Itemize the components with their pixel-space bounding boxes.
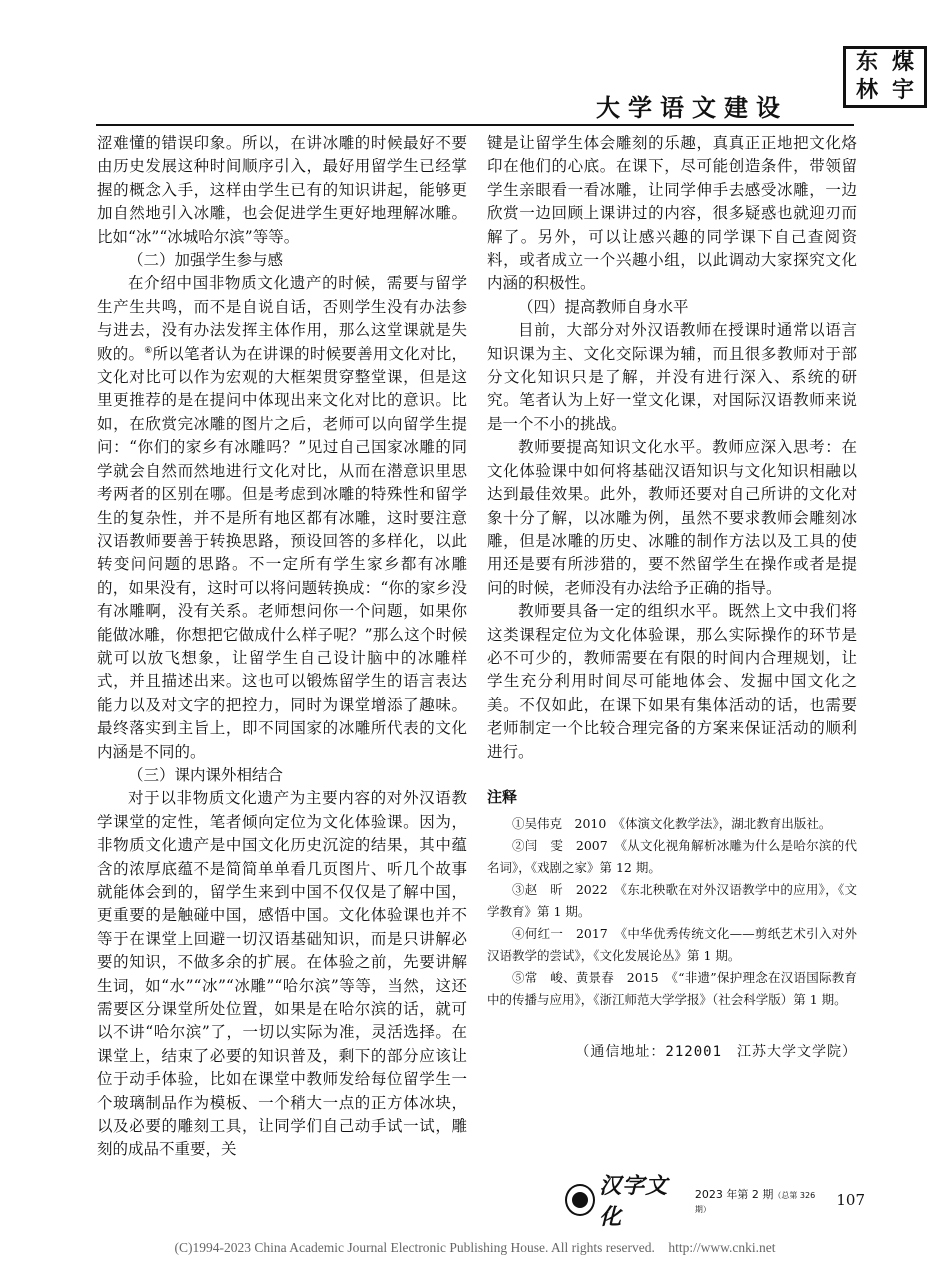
section-heading: （三）课内课外相结合: [128, 765, 284, 784]
note-item: ①吴伟克 2010 《体演文化教学法》，湖北教育出版社。: [512, 816, 832, 832]
right-column: [487, 132, 857, 1065]
column-title: 大学语文建设: [596, 94, 788, 122]
journal-brand: 汉字文化: [599, 1174, 669, 1230]
page-number: 107: [836, 1191, 865, 1209]
issue-number: 2023 年第 2 期: [694, 1187, 774, 1201]
section-heading: （二）加强学生参与感: [128, 251, 284, 270]
paragraph: 教师要提高知识文化水平。教师应深入思考：在文化体验课中如何将基础汉语知识与文化知识相融以达到最佳效果。此外，教师还要对自己所讲的文化对象十分了解，以冰雕为例，虽然不要求教师会雕刻冰雕，但是冰雕的历史、冰雕的制作方法以及工具的使用还是要有所涉猎的，要不然留学生在操作或者是提问的时候，老师没有办法给予正确的指导。: [487, 438, 857, 597]
logo-char: 宇: [891, 78, 914, 103]
paragraph-text: 所以笔者认为在讲课的时候要善用文化对比，文化对比可以作为宏观的大框架贯穿整堂课，但是这里更推荐的是在提问中体现出来文化对比的意识。比如，在欣赏完冰雕的图片之后，老师可以向留学生提问：“你们的家乡有冰雕吗？”见过自己国家冰雕的同学就会自然而然地进行文化对比，从而在潜意识里思考两者的区别在哪。但是考虑到冰雕的特殊性和留学生的复杂性，并不是所有地区都有冰雕，这时要注意汉语教师要善于转换思路，预设回答的多样化，以此转变问问题的思路。不一定所有学生家乡都有冰雕的，如果没有，这时可以将问题转换成：“你的家乡没有冰雕啊，没有关系。老师想问你一个问题，如果你能做冰雕，你想把它做成什么样子呢？”那么这个时候就可以放飞想象，让留学生自己设计脑中的冰雕样式，并且描述出来。这也可以锻炼留学生的语言表达能力以及对文字的把控力，同时为课堂增添了趣味。最终落实到主旨上，即不同国家的冰雕所代表的文化内涵是不同的。: [97, 344, 467, 761]
page-footer: [565, 1174, 865, 1230]
logo-char: 煤: [891, 50, 914, 75]
author-address: （通信地址：212001 江苏大学文学院）: [575, 1044, 857, 1061]
notes-heading: 注释: [487, 787, 518, 806]
logo-char: 林: [855, 78, 878, 103]
left-column: [97, 132, 467, 1162]
copyright-notice: (C)1994-2023 China Academic Journal Electronic Publishing House. All rights reserved. http://www.cnki.net: [174, 1240, 776, 1255]
paragraph: 涩难懂的错误印象。所以，在讲冰雕的时候最好不要由历史发展这种时间顺序引入，最好用留学生已经掌握的概念入手，这样由学生已有的知识讲起，能够更加自然地引入冰雕，也会促进学生更好地理解冰雕。比如“冰”“冰城哈尔滨”等等。: [97, 134, 467, 246]
note-item: ③赵 昕 2022 《东北秧歌在对外汉语教学中的应用》，《文学教育》第 1 期。: [487, 882, 857, 920]
note-item: ⑤常 峻、黄景春 2015 《“非遗”保护理念在汉语国际教育中的传播与应用》，《浙江师范大学学报》（社会科学版）第 1 期。: [487, 970, 857, 1008]
paragraph: [97, 272, 467, 764]
paragraph: 键是让留学生体会雕刻的乐趣，真真正正地把文化烙印在他们的心底。在课下，尽可能创造条件，带领留学生亲眼看一看冰雕，让同学伸手去感受冰雕，一边欣赏一边回顾上课讲过的内容，很多疑惑也就迎刃而解了。另外，可以让感兴趣的同学课下自己查阅资料，或者成立一个兴趣小组，以此调动大家探究文化内涵的积极性。: [487, 134, 857, 293]
header-divider: [96, 124, 854, 126]
note-item: ④何红一 2017 《中华优秀传统文化——剪纸艺术引入对外汉语教学的尝试》，《文化发展论丛》第 1 期。: [487, 926, 857, 964]
paragraph: 对于以非物质文化遗产为主要内容的对外汉语教学课堂的定性，笔者倾向定位为文化体验课。因为，非物质文化遗产是中国文化历史沉淀的结果，其中蕴含的浓厚底蕴不是简简单单看几页图片、听几个故事就能体会到的，留学生来到中国不仅仅是了解中国，更重要的是触碰中国，感悟中国。文化体验课也并不等于在课堂上回避一切汉语基础知识，而是只讲解必要的知识，不做多余的扩展。在体验之前，先要讲解生词，如“水”“冰”“冰雕”“哈尔滨”等等，当然，这还需要区分课堂所处位置，如果是在哈尔滨的话，就可以不讲“哈尔滨”了，一切以实际为准，灵活选择。在课堂上，结束了必要的知识普及，剩下的部分应该让位于动手体验，比如在课堂中教师发给每位留学生一个玻璃制品作为模板、一个稍大一点的正方体冰块，以及必要的雕刻工具，让同学们自己动手试一试，雕刻的成品不重要，关: [97, 789, 467, 1159]
total-issue: （总第 326 期）: [694, 1190, 816, 1214]
paragraph: 目前，大部分对外汉语教师在授课时通常以语言知识课为主、文化交际课为辅，而且很多教师对于部分文化知识只是了解，并没有进行深入、系统的研究。笔者认为上好一堂文化课，对国际汉语教师来说是一个不小的挑战。: [487, 321, 857, 433]
journal-logo: [843, 46, 927, 108]
footnote-ref[interactable]: ⑥: [144, 345, 153, 356]
logo-char: 东: [855, 50, 878, 75]
note-item: ②闫 雯 2007 《从文化视角解析冰雕为什么是哈尔滨的代名词》，《戏剧之家》第 12 期。: [487, 838, 857, 876]
section-heading: （四）提高教师自身水平: [518, 297, 689, 316]
journal-emblem-icon: [565, 1184, 595, 1216]
issue-info: [695, 1186, 824, 1215]
paragraph: 教师要具备一定的组织水平。既然上文中我们将这类课程定位为文化体验课，那么实际操作的环节是必不可少的，教师需要在有限的时间内合理规划，让学生充分利用时间尽可能地体会、发掘中国文化之美。不仅如此，在课下如果有集体活动的话，也需要老师制定一个比较合理完备的方案来保证活动的顺利进行。: [487, 602, 857, 761]
paragraph-text: 在介绍中国非物质文化遗产的时候，需要与留学生产生共鸣，而不是自说自话，否则学生没有办法参与进去，没有办法发挥主体作用，那么这堂课就是失败的。: [97, 274, 467, 363]
